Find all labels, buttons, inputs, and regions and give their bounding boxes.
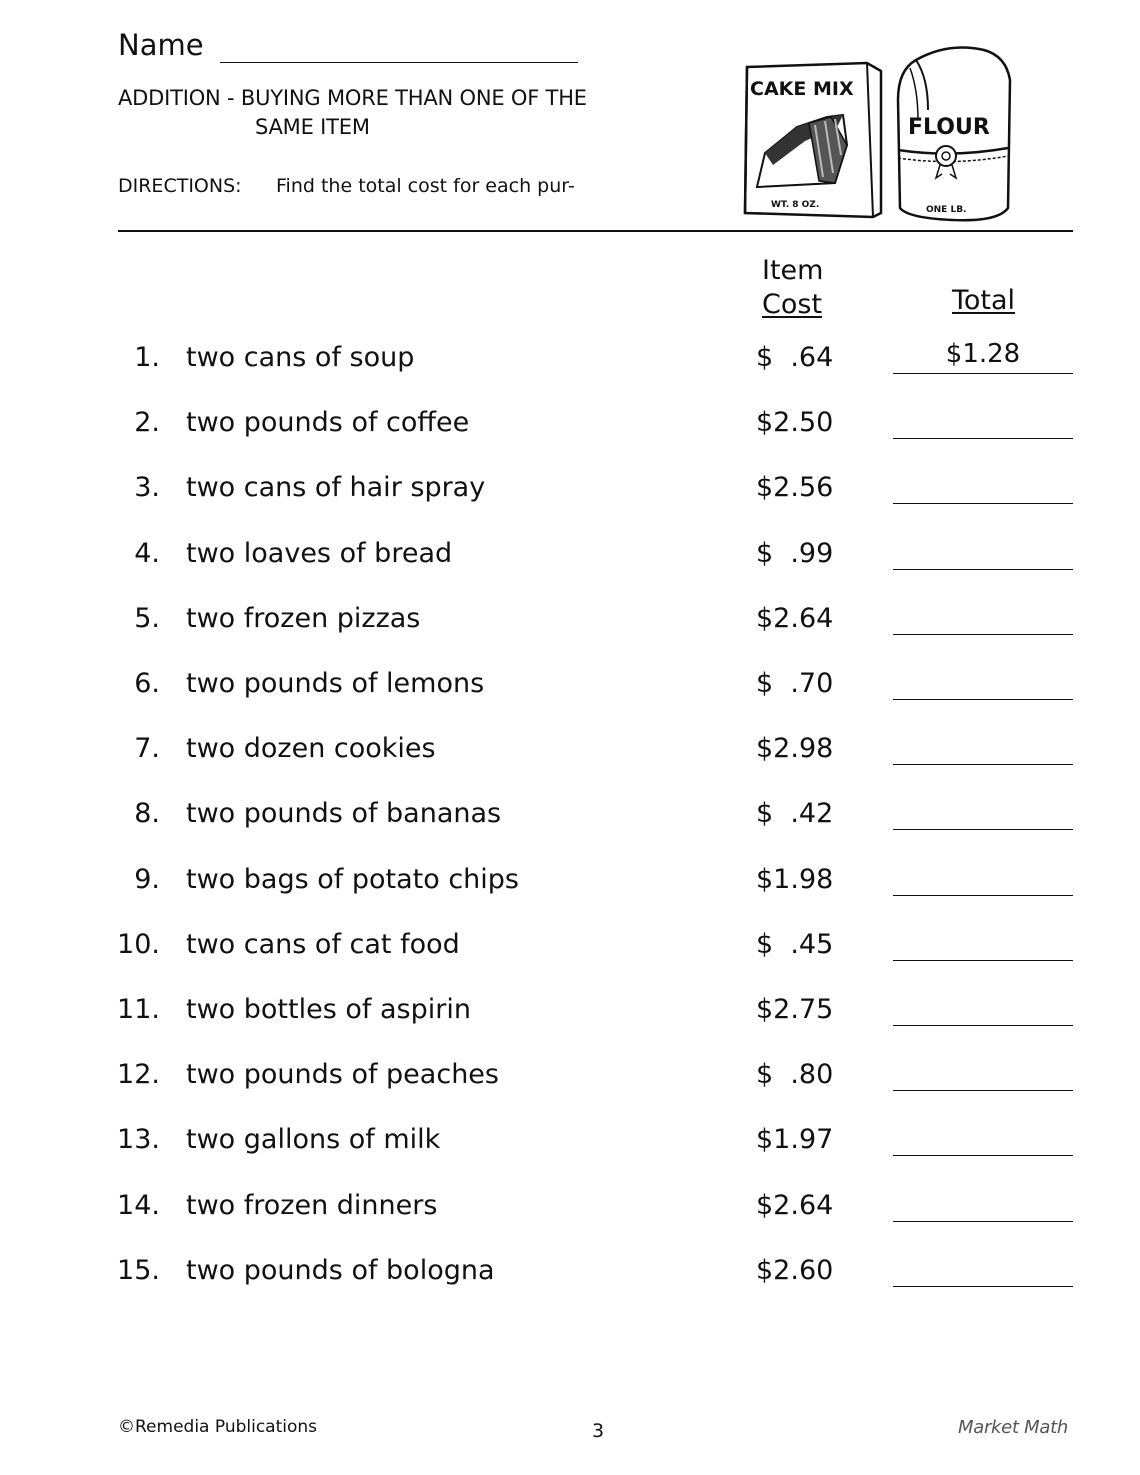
problem-description: two cans of hair spray xyxy=(186,472,486,504)
item-cost: $1.98 xyxy=(756,863,834,895)
item-cost: $2.50 xyxy=(756,407,834,439)
item-cost: $2.75 xyxy=(756,994,834,1025)
total-answer-field[interactable] xyxy=(893,373,1073,374)
problem-number: 14. xyxy=(117,1189,160,1221)
book-title: Market Math xyxy=(958,1417,1068,1438)
item-cost: $ .42 xyxy=(756,798,834,830)
problem-row xyxy=(0,864,1140,914)
item-cost: $ .80 xyxy=(756,1059,834,1091)
total-answer-field[interactable] xyxy=(893,1090,1073,1091)
cake-mix-box-icon xyxy=(735,55,885,220)
problem-row xyxy=(0,603,1140,653)
item-cost: $ .45 xyxy=(756,928,834,960)
total-answer-field[interactable] xyxy=(893,569,1073,570)
total-header: Total xyxy=(952,285,1016,316)
problem-description: two cans of soup xyxy=(186,342,415,373)
problem-number: 3. xyxy=(134,472,160,504)
total-answer-value: $1.28 xyxy=(945,339,1021,369)
problem-description: two pounds of peaches xyxy=(186,1059,499,1091)
total-answer-field[interactable] xyxy=(893,895,1073,896)
problem-number: 4. xyxy=(134,537,160,569)
item-cost: $2.64 xyxy=(756,1189,834,1221)
total-answer-field[interactable] xyxy=(893,1221,1073,1222)
directions-label: DIRECTIONS: xyxy=(118,175,242,197)
problem-row xyxy=(0,472,1140,522)
directions-text: Find the total cost for each pur- xyxy=(276,175,575,197)
problem-description: two gallons of milk xyxy=(186,1124,441,1156)
total-answer-field[interactable] xyxy=(893,960,1073,961)
problem-row xyxy=(0,929,1140,979)
problem-description: two loaves of bread xyxy=(186,537,453,569)
total-answer-field[interactable] xyxy=(893,503,1073,504)
item-cost: $ .99 xyxy=(756,537,834,569)
problem-row xyxy=(0,1124,1140,1174)
worksheet-title: ADDITION - BUYING MORE THAN ONE OF THE xyxy=(118,86,587,110)
item-cost: $2.56 xyxy=(756,472,834,504)
total-answer-field[interactable] xyxy=(893,634,1073,635)
total-answer-field[interactable] xyxy=(893,699,1073,700)
problem-row xyxy=(0,339,1140,392)
problem-number: 10. xyxy=(117,928,160,960)
item-cost: $2.98 xyxy=(756,733,834,765)
item-cost: $2.60 xyxy=(756,1254,834,1286)
total-answer-field[interactable] xyxy=(893,829,1073,830)
problem-number: 6. xyxy=(134,668,160,699)
problem-description: two pounds of bologna xyxy=(186,1254,495,1286)
name-field[interactable] xyxy=(220,62,578,63)
name-label: Name xyxy=(118,28,204,62)
cake-mix-label: CAKE MIX xyxy=(750,78,854,100)
total-answer-field[interactable] xyxy=(893,1286,1073,1287)
item-cost-header: Item xyxy=(762,255,824,286)
problem-description: two bottles of aspirin xyxy=(186,994,471,1025)
problem-number: 2. xyxy=(134,407,160,439)
problem-description: two pounds of coffee xyxy=(186,407,470,439)
page-number: 3 xyxy=(592,1420,605,1442)
copyright: ©Remedia Publications xyxy=(118,1417,318,1437)
problem-number: 5. xyxy=(134,602,160,634)
problem-description: two bags of potato chips xyxy=(186,863,519,895)
total-answer-field[interactable] xyxy=(893,438,1073,439)
problem-row xyxy=(0,994,1140,1044)
item-cost: $2.64 xyxy=(756,602,834,634)
total-answer-field[interactable] xyxy=(893,764,1073,765)
problem-number: 9. xyxy=(134,863,160,895)
problem-row xyxy=(0,668,1140,718)
problem-description: two pounds of lemons xyxy=(186,668,485,699)
header-divider xyxy=(118,230,1073,232)
problem-row xyxy=(0,538,1140,588)
cake-mix-weight: WT. 8 OZ. xyxy=(771,200,820,210)
problem-row xyxy=(0,798,1140,848)
problem-number: 7. xyxy=(134,733,160,765)
item-cost: $1.97 xyxy=(756,1124,834,1156)
flour-bag-icon xyxy=(888,40,1018,225)
item-cost-header-line2: Cost xyxy=(762,289,823,320)
problem-description: two frozen dinners xyxy=(186,1189,438,1221)
item-cost: $ .70 xyxy=(756,668,834,699)
total-answer-field[interactable] xyxy=(893,1155,1073,1156)
problem-description: two frozen pizzas xyxy=(186,602,421,634)
problem-number: 8. xyxy=(134,798,160,830)
flour-label: FLOUR xyxy=(908,115,990,140)
worksheet-title-continued: SAME ITEM xyxy=(255,115,370,139)
problem-row xyxy=(0,407,1140,457)
problem-row xyxy=(0,1190,1140,1240)
problem-description: two cans of cat food xyxy=(186,928,460,960)
problem-number: 15. xyxy=(117,1254,160,1286)
total-answer-field[interactable] xyxy=(893,1025,1073,1026)
problem-number: 12. xyxy=(117,1059,160,1091)
problem-number: 11. xyxy=(117,994,160,1025)
problem-number: 13. xyxy=(117,1124,160,1156)
item-cost: $ .64 xyxy=(756,342,834,373)
problem-description: two dozen cookies xyxy=(186,733,436,765)
problem-number: 1. xyxy=(134,342,160,373)
problem-row xyxy=(0,1255,1140,1305)
problem-row xyxy=(0,733,1140,783)
problem-description: two pounds of bananas xyxy=(186,798,502,830)
flour-weight: ONE LB. xyxy=(926,205,967,215)
problem-row xyxy=(0,1059,1140,1109)
